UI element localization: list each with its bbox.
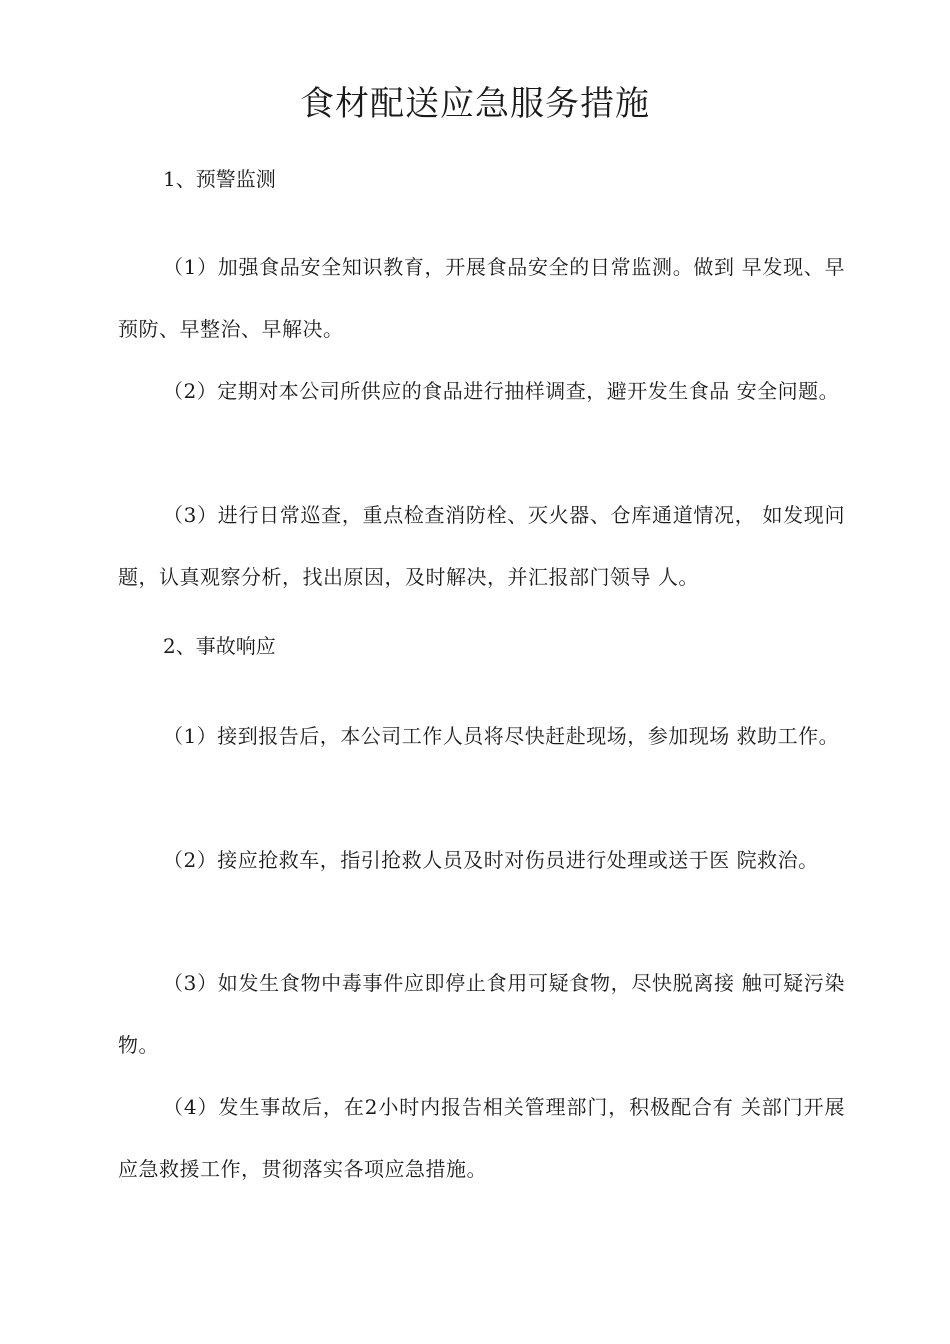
document-title: 食材配送应急服务措施	[300, 84, 650, 124]
paragraph: （1）接到报告后，本公司工作人员将尽快赶赴现场，参加现场 救助工作。	[163, 724, 840, 748]
paragraph: （2）定期对本公司所供应的食品进行抽样调查，避开发生食品 安全问题。	[163, 379, 840, 403]
paragraph: （4）发生事故后，在2小时内报告相关管理部门，积极配合有 关部门开展应急救援工作，贯彻落实各项应急措施。	[118, 1095, 845, 1181]
paragraph: （2）接应抢救车，指引抢救人员及时对伤员进行处理或送于医 院救治。	[163, 848, 819, 872]
section-heading-incident-response: 2、事故响应	[163, 634, 276, 658]
section-heading-early-warning: 1、预警监测	[163, 167, 276, 191]
paragraph: （3）如发生食物中毒事件应即停止食用可疑食物，尽快脱离接 触可疑污染物。	[118, 971, 845, 1057]
paragraph: （1）加强食品安全知识教育，开展食品安全的日常监测。做到 早发现、早预防、早整治、早解决。	[118, 255, 845, 341]
paragraph: （3）进行日常巡查，重点检查消防栓、灭火器、仓库通道情况， 如发现问题，认真观察分析，找出原因，及时解决，并汇报部门领导 人。	[118, 503, 845, 589]
